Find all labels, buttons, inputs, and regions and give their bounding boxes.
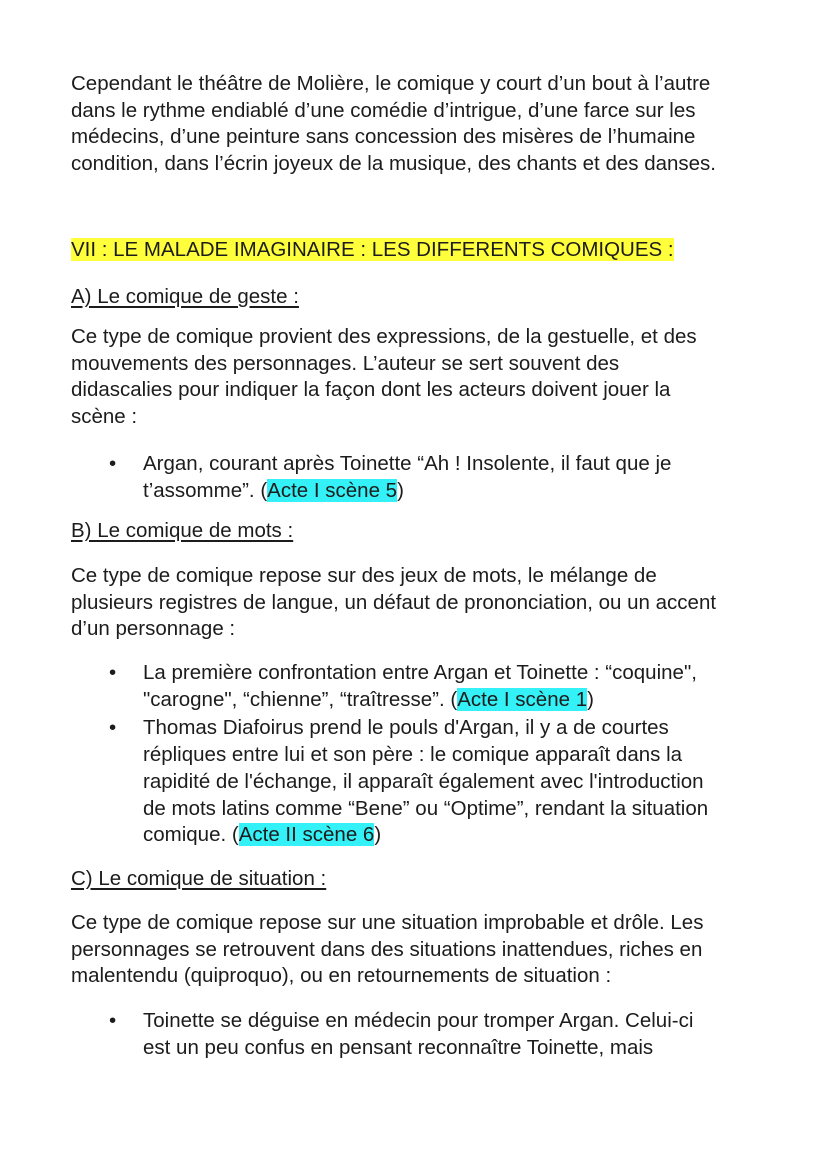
situation-line: Ce type de comique repose sur une situation improbable et drôle. Les xyxy=(71,911,704,934)
situation-bullet-list xyxy=(71,1008,771,1061)
mots-bullet-list xyxy=(71,660,771,849)
intro-paragraph xyxy=(71,71,771,178)
geste-line: scène : xyxy=(71,405,138,429)
situation-line: personnages se retrouvent dans des situations inattendues, riches en xyxy=(71,937,703,961)
intro-line: Cependant le théâtre de Molière, le comique y court d’un bout à l’autre xyxy=(71,72,711,95)
bullet-line: t’assomme”. (Acte I scène 5) xyxy=(143,478,404,502)
geste-bullet-list xyxy=(71,451,771,504)
bullet-icon: • xyxy=(109,716,117,740)
bullet-line: Argan, courant après Toinette “Ah ! Insolente, il faut que je xyxy=(143,452,672,475)
bullet-line: rapidité de l'échange, il apparaît également avec l'introduction xyxy=(143,769,704,793)
mots-paragraph xyxy=(71,563,771,643)
bullet-icon: • xyxy=(109,452,117,475)
bullet-line: Thomas Diafoirus prend le pouls d'Argan, il y a de courtes xyxy=(143,716,669,740)
heading-geste xyxy=(71,284,771,311)
bullet-line: "carogne", “chienne”, “traîtresse”. (Acte I scène 1) xyxy=(143,687,594,711)
bullet-line: est un peu confus en pensant reconnaître Toinette, mais xyxy=(143,1035,654,1059)
list-item xyxy=(71,1008,771,1061)
geste-paragraph xyxy=(71,324,771,431)
bullet-line: La première confrontation entre Argan et Toinette : “coquine", xyxy=(143,661,697,684)
mots-line: Ce type de comique repose sur des jeux de mots, le mélange de xyxy=(71,564,657,587)
geste-line: mouvements des personnages. L’auteur se sert souvent des xyxy=(71,351,620,375)
list-item xyxy=(71,715,771,849)
bullet-line: Toinette se déguise en médecin pour tromper Argan. Celui-ci xyxy=(143,1009,694,1032)
bullet-line: de mots latins comme “Bene” ou “Optime”, rendant la situation xyxy=(143,796,709,820)
mots-line: d’un personnage : xyxy=(71,617,236,641)
heading-mots-text: B) Le comique de mots : xyxy=(71,519,294,542)
bullet-line: répliques entre lui et son père : le comique apparaît dans la xyxy=(143,743,683,767)
list-item xyxy=(71,451,771,504)
intro-line: dans le rythme endiablé d’une comédie d’intrigue, d’une farce sur les xyxy=(71,98,696,122)
section-title-text: VII : LE MALADE IMAGINAIRE : LES DIFFERENTS COMIQUES : xyxy=(71,238,674,261)
heading-geste-text: A) Le comique de geste : xyxy=(71,285,299,308)
heading-mots xyxy=(71,518,771,545)
heading-situation-text: C) Le comique de situation : xyxy=(71,867,327,890)
mots-line: plusieurs registres de langue, un défaut de prononciation, ou un accent xyxy=(71,590,717,614)
situation-line: malentendu (quiproquo), ou en retournements de situation : xyxy=(71,964,612,988)
scene-reference: Acte II scène 6 xyxy=(238,823,375,847)
bullet-icon: • xyxy=(109,661,117,684)
intro-line: condition, dans l’écrin joyeux de la musique, des chants et des danses. xyxy=(71,152,716,176)
intro-line: médecins, d’une peinture sans concession des misères de l’humaine xyxy=(71,125,696,149)
heading-situation xyxy=(71,866,771,893)
list-item xyxy=(71,660,771,713)
bullet-icon: • xyxy=(109,1009,117,1032)
scene-reference: Acte I scène 5 xyxy=(267,478,398,502)
bullet-line: comique. (Acte II scène 6) xyxy=(143,823,382,847)
scene-reference: Acte I scène 1 xyxy=(457,687,588,711)
geste-line: Ce type de comique provient des expressions, de la gestuelle, et des xyxy=(71,325,697,348)
situation-paragraph xyxy=(71,910,771,990)
section-title xyxy=(71,237,771,264)
geste-line: didascalies pour indiquer la façon dont les acteurs doivent jouer la xyxy=(71,378,671,402)
